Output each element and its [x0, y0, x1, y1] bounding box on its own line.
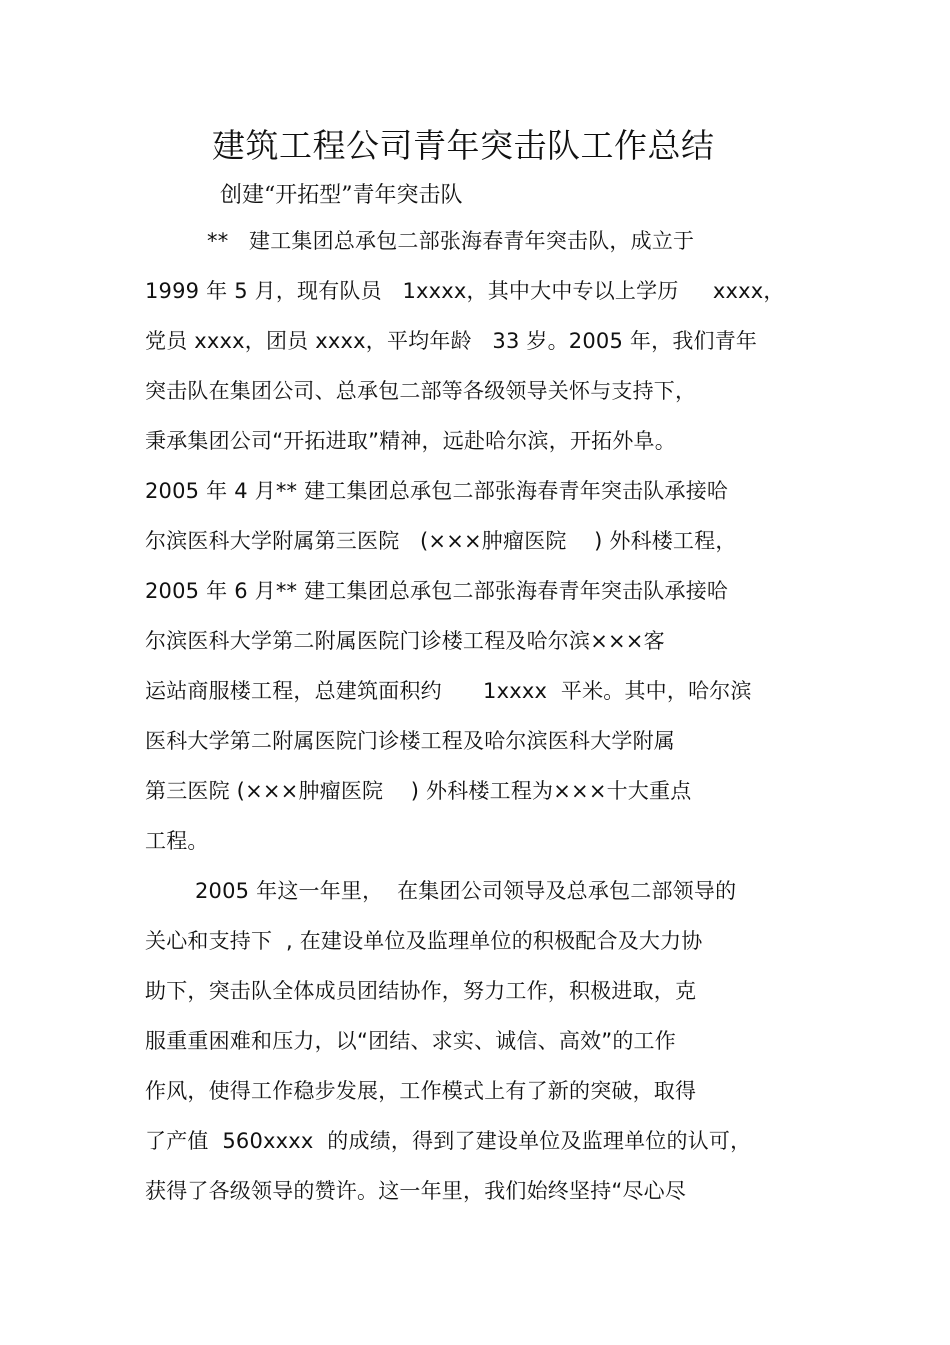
paragraph-line: 2005 年 4 月** 建工集团总承包二部张海春青年突击队承接哈	[145, 479, 729, 503]
paragraph-line: ** 建工集团总承包二部张海春青年突击队，成立于	[207, 229, 695, 253]
paragraph-line: 作风，使得工作稳步发展，工作模式上有了新的突破，取得	[145, 1079, 697, 1103]
paragraph-line: 医科大学第二附属医院门诊楼工程及哈尔滨医科大学附属	[145, 729, 675, 753]
paragraph-line: 服重重困难和压力，以“团结、求实、诚信、高效”的工作	[145, 1029, 676, 1053]
paragraph-line: 尔滨医科大学第二附属医院门诊楼工程及哈尔滨×××客	[145, 629, 665, 653]
paragraph-line: 了产值 560xxxx 的成绩，得到了建设单位及监理单位的认可，	[145, 1129, 752, 1153]
paragraph-line: 关心和支持下 , 在建设单位及监理单位的积极配合及大力协	[145, 929, 703, 953]
paragraph-line: 工程。	[145, 829, 209, 853]
paragraph-line: 突击队在集团公司、总承包二部等各级领导关怀与支持下，	[145, 379, 697, 403]
document-subtitle: 创建“开拓型”青年突击队	[220, 183, 463, 208]
paragraph-line: 运站商服楼工程，总建筑面积约 1xxxx 平米。其中，哈尔滨	[145, 679, 752, 703]
paragraph-line: 党员 xxxx，团员 xxxx，平均年龄 33 岁。2005 年，我们青年	[145, 329, 758, 353]
paragraph-line: 2005 年 6 月** 建工集团总承包二部张海春青年突击队承接哈	[145, 579, 729, 603]
paragraph-line: 助下，突击队全体成员团结协作，努力工作，积极进取，克	[145, 979, 697, 1003]
paragraph-line: 秉承集团公司“开拓进取”精神，远赴哈尔滨，开拓外阜。	[145, 429, 676, 453]
document-title: 建筑工程公司青年突击队工作总结	[212, 126, 715, 165]
paragraph-line: 第三医院 (×××肿瘤医院 ) 外科楼工程为×××十大重点	[145, 779, 692, 803]
paragraph-line: 获得了各级领导的赞许。这一年里，我们始终坚持“尽心尽	[145, 1179, 687, 1203]
paragraph-line: 2005 年这一年里， 在集团公司领导及总承包二部领导的	[195, 879, 737, 903]
paragraph-line: 1999 年 5 月，现有队员 1xxxx，其中大中专以上学历 xxxx，	[145, 279, 785, 303]
paragraph-line: 尔滨医科大学附属第三医院 (×××肿瘤医院 ) 外科楼工程，	[145, 529, 737, 553]
